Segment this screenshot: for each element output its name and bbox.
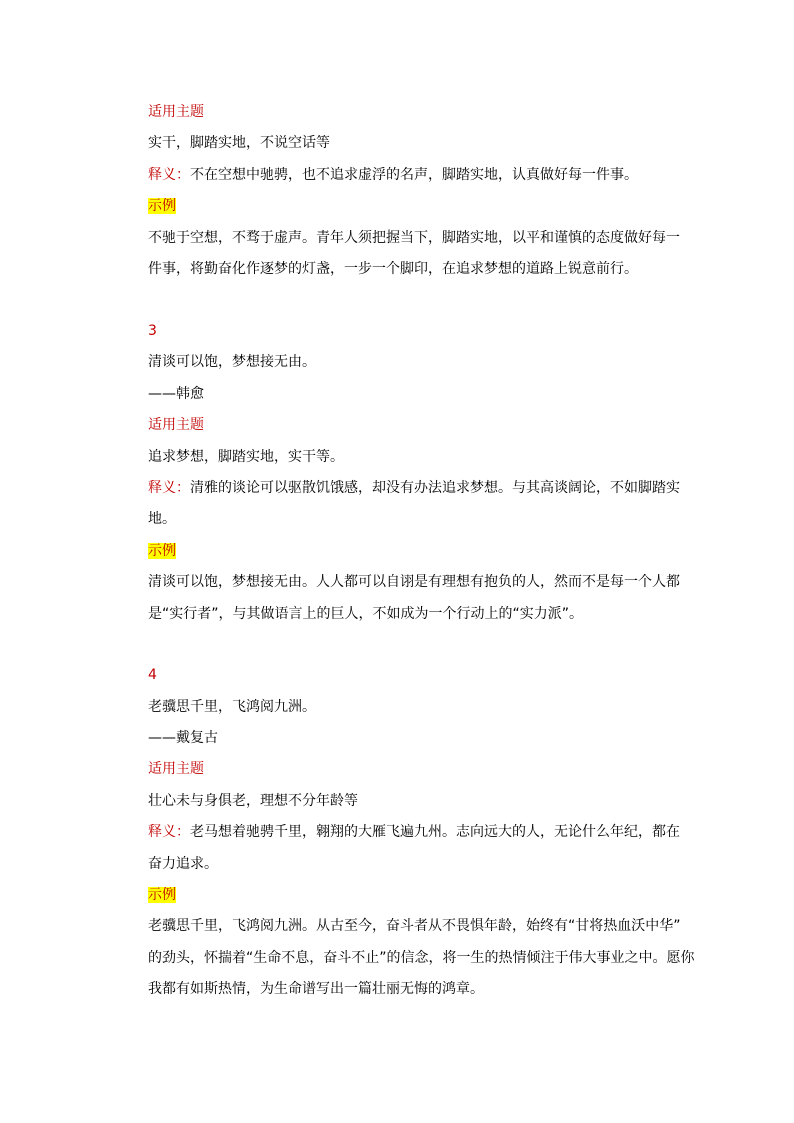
sec3-topic-label: 适用主题 xyxy=(148,417,204,433)
sec2-meaning-label: 释义： xyxy=(148,167,190,183)
sec2-example-label-row xyxy=(148,198,678,214)
sec4-topic-label: 适用主题 xyxy=(148,761,204,777)
sec4-example-label: 示例 xyxy=(148,887,176,903)
sec3-meaning xyxy=(148,480,678,496)
sec4-meaning-line-1: 老马想着驰骋千里，翱翔的大雁飞遍九州。志向远大的人，无论什么年纪，都在 xyxy=(190,824,680,840)
sec4-example-line-1: 老骥思千里，飞鸿阅九洲。从古至今，奋斗者从不畏惧年龄，始终有“甘将热血沃中华” xyxy=(148,918,681,934)
sec2-meaning xyxy=(148,167,678,183)
sec3-meaning-label: 释义： xyxy=(148,480,190,496)
sec3-number: 3 xyxy=(148,323,157,339)
sec4-quote: 老骥思千里，飞鸿阅九洲。 xyxy=(148,699,316,715)
sec4-meaning xyxy=(148,824,678,840)
sec4-number: 4 xyxy=(148,667,157,683)
sec3-topic-text: 追求梦想，脚踏实地，实干等。 xyxy=(148,449,344,465)
sec4-example-label-row xyxy=(148,887,678,903)
sec2-meaning-text: 不在空想中驰骋，也不追求虚浮的名声，脚踏实地，认真做好每一件事。 xyxy=(190,167,638,183)
sec2-example-label: 示例 xyxy=(148,198,176,214)
sec4-meaning-line-2: 奋力追求。 xyxy=(148,856,218,872)
sec2-topic-text: 实干，脚踏实地，不说空话等 xyxy=(148,135,330,151)
sec3-meaning-line-2: 地。 xyxy=(148,511,176,527)
sec3-example-line-2: 是“实行者”，与其做语言上的巨人，不如成为一个行动上的“实力派”。 xyxy=(148,606,584,622)
sec4-author: ——戴复古 xyxy=(148,730,218,746)
sec3-meaning-line-1: 清雅的谈论可以驱散饥饿感，却没有办法追求梦想。与其高谈阔论，不如脚踏实 xyxy=(190,480,680,496)
sec3-example-label: 示例 xyxy=(148,543,176,559)
sec4-example-line-2: 的劲头，怀揣着“生命不息，奋斗不止”的信念，将一生的热情倾注于伟大事业之中。愿你 xyxy=(148,950,695,966)
sec4-meaning-label: 释义： xyxy=(148,824,190,840)
sec3-quote: 清谈可以饱，梦想接无由。 xyxy=(148,354,316,370)
sec4-topic-text: 壮心未与身俱老，理想不分年龄等 xyxy=(148,793,358,809)
sec2-example-line-2: 件事，将勤奋化作逐梦的灯盏，一步一个脚印，在追求梦想的道路上锐意前行。 xyxy=(148,261,638,277)
sec3-example-line-1: 清谈可以饱，梦想接无由。人人都可以自诩是有理想有抱负的人，然而不是每一个人都 xyxy=(148,574,680,590)
sec2-example-line-1: 不驰于空想，不骛于虚声。青年人须把握当下，脚踏实地，以平和谨慎的态度做好每一 xyxy=(148,230,680,246)
sec2-topic-label: 适用主题 xyxy=(148,104,204,120)
sec4-example-line-3: 我都有如斯热情，为生命谱写出一篇壮丽无悔的鸿章。 xyxy=(148,981,484,997)
sec3-example-label-row xyxy=(148,543,678,559)
sec3-author: ——韩愈 xyxy=(148,386,204,402)
